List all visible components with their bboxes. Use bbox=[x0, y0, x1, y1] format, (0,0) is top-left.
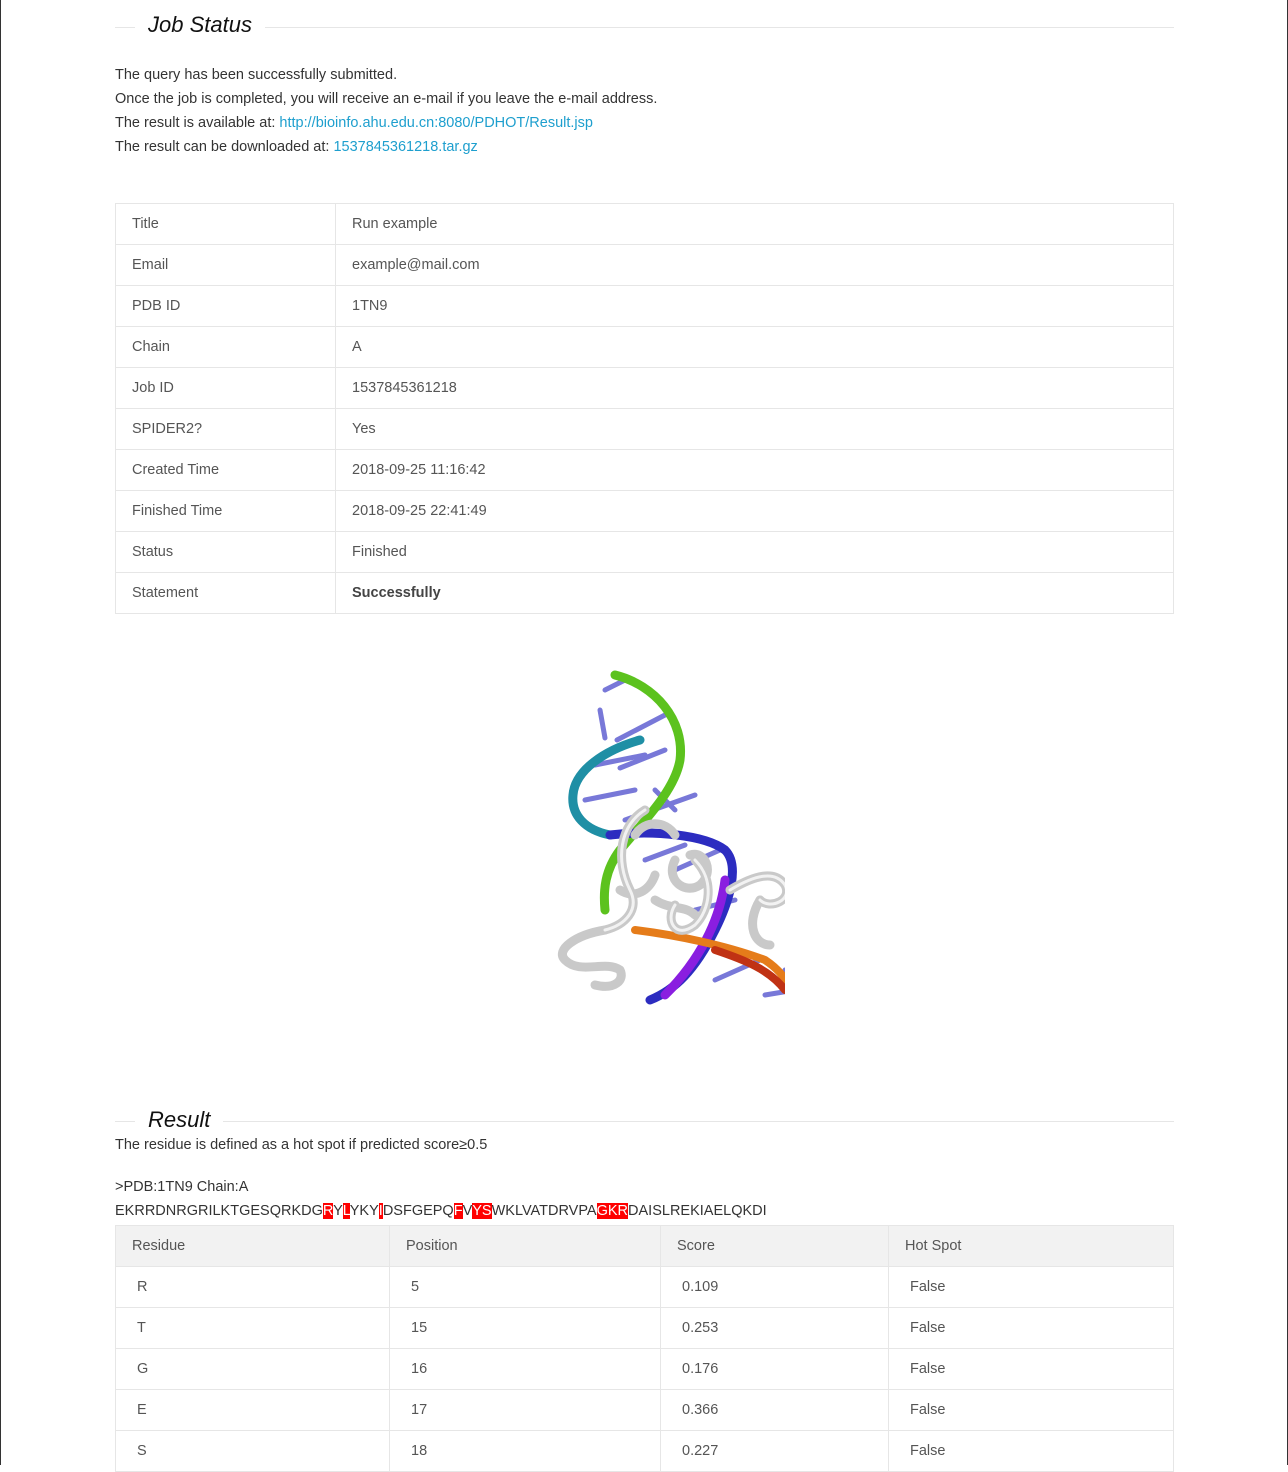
job-status-heading: Job Status bbox=[135, 12, 265, 38]
info-value: 1537845361218 bbox=[336, 368, 1174, 409]
table-row bbox=[116, 327, 1174, 368]
column-header-score: Score bbox=[661, 1226, 889, 1267]
table-row bbox=[116, 450, 1174, 491]
protein-structure-image bbox=[525, 660, 785, 1010]
sequence-segment: Y bbox=[333, 1203, 343, 1219]
status-line-result bbox=[115, 111, 1174, 135]
download-link[interactable]: 1537845361218.tar.gz bbox=[333, 139, 478, 155]
table-row bbox=[116, 204, 1174, 245]
table-row bbox=[116, 286, 1174, 327]
table-row bbox=[116, 368, 1174, 409]
status-line-submitted: The query has been successfully submitted. bbox=[115, 67, 398, 83]
info-value: example@mail.com bbox=[336, 245, 1174, 286]
cell-position: 17 bbox=[390, 1390, 661, 1431]
cell-score: 0.176 bbox=[661, 1349, 889, 1390]
cell-score: 0.227 bbox=[661, 1431, 889, 1472]
download-label: The result can be downloaded at: bbox=[115, 139, 334, 155]
table-row bbox=[116, 1390, 1174, 1431]
cell-position: 18 bbox=[390, 1431, 661, 1472]
hotspot-residue: GKR bbox=[596, 1203, 629, 1219]
column-header-hot-spot: Hot Spot bbox=[889, 1226, 1174, 1267]
column-header-residue: Residue bbox=[116, 1226, 390, 1267]
cell-position: 15 bbox=[390, 1308, 661, 1349]
job-status-section-header bbox=[115, 0, 1174, 54]
status-line-email: Once the job is completed, you will receive an e-mail if you leave the e-mail address. bbox=[115, 91, 658, 107]
hotspot-residue: YS bbox=[472, 1203, 492, 1219]
info-value: Run example bbox=[336, 204, 1174, 245]
sequence-header: >PDB:1TN9 Chain:A bbox=[115, 1179, 249, 1195]
cell-residue: G bbox=[116, 1349, 390, 1390]
cell-score: 0.366 bbox=[661, 1390, 889, 1431]
column-header-position: Position bbox=[390, 1226, 661, 1267]
table-row bbox=[116, 1431, 1174, 1472]
info-value: Successfully bbox=[336, 573, 1174, 614]
divider bbox=[115, 1121, 1174, 1122]
info-value: Yes bbox=[336, 409, 1174, 450]
hotspot-residue: I bbox=[378, 1203, 383, 1219]
table-row bbox=[116, 532, 1174, 573]
sequence bbox=[115, 1203, 767, 1219]
cell-hot-spot: False bbox=[889, 1431, 1174, 1472]
table-row bbox=[116, 409, 1174, 450]
cell-hot-spot: False bbox=[889, 1349, 1174, 1390]
info-key: Title bbox=[116, 204, 336, 245]
hotspot-definition-note: The residue is defined as a hot spot if predicted score≥0.5 bbox=[115, 1137, 488, 1153]
table-row bbox=[116, 1349, 1174, 1390]
divider bbox=[115, 27, 1174, 28]
cell-residue: R bbox=[116, 1267, 390, 1308]
info-value: 1TN9 bbox=[336, 286, 1174, 327]
info-key: SPIDER2? bbox=[116, 409, 336, 450]
info-key: Email bbox=[116, 245, 336, 286]
info-value: A bbox=[336, 327, 1174, 368]
table-row bbox=[116, 245, 1174, 286]
main-content bbox=[115, 0, 1174, 1459]
sequence-segment: WKLVATDRVPA bbox=[491, 1203, 597, 1219]
sequence-segment: V bbox=[462, 1203, 473, 1219]
cell-hot-spot: False bbox=[889, 1267, 1174, 1308]
info-key: Statement bbox=[116, 573, 336, 614]
cell-hot-spot: False bbox=[889, 1308, 1174, 1349]
table-row bbox=[116, 1267, 1174, 1308]
cell-residue: S bbox=[116, 1431, 390, 1472]
cell-hot-spot: False bbox=[889, 1390, 1174, 1431]
info-value: Finished bbox=[336, 532, 1174, 573]
info-key: Chain bbox=[116, 327, 336, 368]
status-line-download bbox=[115, 135, 1174, 159]
sequence-segment: DAISLREKIAELQKDI bbox=[628, 1203, 767, 1219]
result-url-link[interactable]: http://bioinfo.ahu.edu.cn:8080/PDHOT/Result.jsp bbox=[279, 115, 593, 131]
job-info-table bbox=[115, 203, 1174, 614]
sequence-segment: DSFGEPQ bbox=[382, 1203, 454, 1219]
cell-residue: T bbox=[116, 1308, 390, 1349]
cell-score: 0.109 bbox=[661, 1267, 889, 1308]
cell-position: 5 bbox=[390, 1267, 661, 1308]
info-key: Created Time bbox=[116, 450, 336, 491]
status-messages bbox=[115, 63, 1174, 159]
info-key: Status bbox=[116, 532, 336, 573]
hotspot-residue: F bbox=[453, 1203, 463, 1219]
hotspot-residue: L bbox=[342, 1203, 350, 1219]
info-key: Finished Time bbox=[116, 491, 336, 532]
results-table bbox=[115, 1225, 1174, 1472]
table-header-row bbox=[116, 1226, 1174, 1267]
info-key: Job ID bbox=[116, 368, 336, 409]
table-row bbox=[116, 1308, 1174, 1349]
info-value: 2018-09-25 22:41:49 bbox=[336, 491, 1174, 532]
hotspot-residue: R bbox=[322, 1203, 334, 1219]
info-value: 2018-09-25 11:16:42 bbox=[336, 450, 1174, 491]
table-row bbox=[116, 491, 1174, 532]
result-url-label: The result is available at: bbox=[115, 115, 280, 131]
cell-position: 16 bbox=[390, 1349, 661, 1390]
result-heading: Result bbox=[135, 1107, 223, 1133]
cell-residue: E bbox=[116, 1390, 390, 1431]
table-row bbox=[116, 573, 1174, 614]
sequence-segment: YKY bbox=[349, 1203, 379, 1219]
cell-score: 0.253 bbox=[661, 1308, 889, 1349]
info-key: PDB ID bbox=[116, 286, 336, 327]
sequence-segment: EKRRDNRGRILKTGESQRKDG bbox=[115, 1203, 323, 1219]
